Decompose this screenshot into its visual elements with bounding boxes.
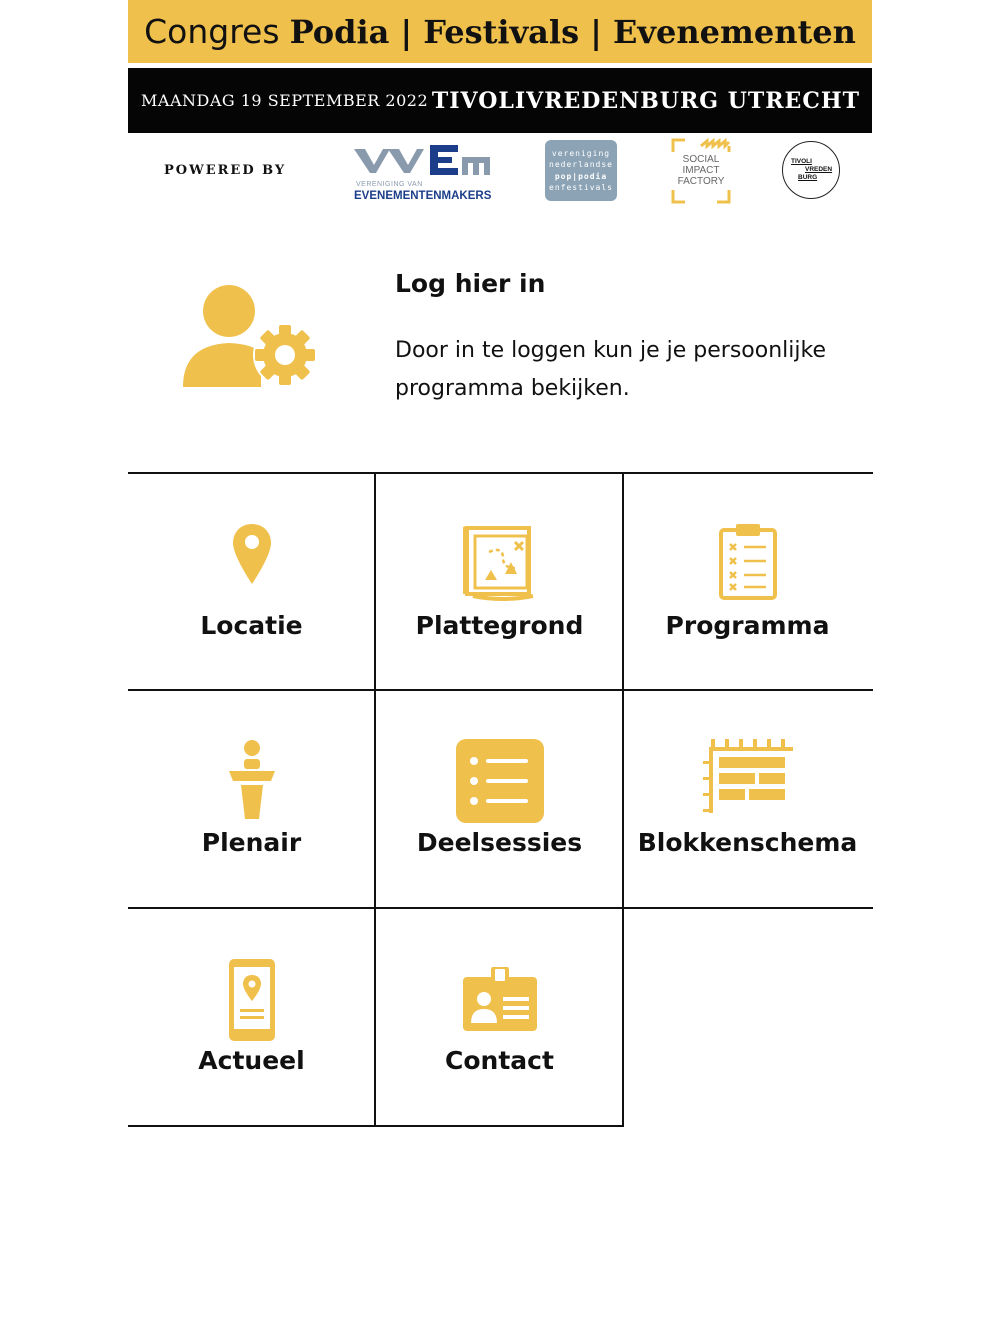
- login-title[interactable]: Log hier in: [395, 269, 546, 298]
- menu-label: Blokkenschema: [637, 828, 858, 857]
- menu-tile-deelsessies[interactable]: [376, 691, 623, 908]
- vvem-logo[interactable]: [354, 143, 496, 205]
- podium-icon: [227, 739, 277, 823]
- menu-tile-blokkenschema[interactable]: [624, 691, 871, 908]
- menu-tile-plattegrond[interactable]: [376, 474, 623, 691]
- powered-by-label: POWERED BY: [164, 163, 287, 178]
- login-section[interactable]: [128, 213, 872, 473]
- menu-tile-locatie[interactable]: [128, 474, 375, 691]
- menu-label: Deelsessies: [416, 828, 583, 857]
- event-title-bold: Podia | Festivals | Evenementen: [289, 12, 856, 51]
- sponsors-bar: [128, 133, 872, 213]
- tivolivredenburg-logo[interactable]: [782, 141, 840, 199]
- id-card-icon: [463, 967, 537, 1031]
- menu-label: Actueel: [198, 1046, 305, 1075]
- app: [128, 0, 872, 473]
- vnpf-line: enfestivals: [549, 183, 613, 192]
- vnpf-logo[interactable]: [545, 140, 617, 201]
- event-venue: TIVOLIVREDENBURG UTRECHT: [431, 87, 860, 114]
- sif-line: IMPACT: [682, 165, 720, 176]
- tivoli-line: VREDEN: [805, 166, 833, 173]
- menu-label: Contact: [445, 1046, 554, 1075]
- user-settings-icon[interactable]: [181, 283, 321, 398]
- menu-label: Programma: [665, 611, 830, 640]
- event-info-banner: [128, 68, 872, 133]
- login-description: Door in te loggen kun je je persoonlijke programma bekijken.: [395, 338, 826, 401]
- vvem-name: EVENEMENTENMAKERS: [354, 190, 492, 202]
- vnpf-line: nederlandse: [549, 160, 613, 169]
- vnpf-line: pop|podia: [554, 171, 608, 181]
- list-icon: [456, 739, 544, 823]
- tivoli-line: TIVOLI: [791, 158, 812, 165]
- sif-line: SOCIAL: [682, 154, 720, 165]
- sif-line: FACTORY: [677, 176, 725, 187]
- menu-label: Plenair: [201, 828, 302, 857]
- menu-tile-contact[interactable]: [376, 909, 623, 1126]
- menu-label: Plattegrond: [415, 611, 584, 640]
- menu-tile-actueel[interactable]: [128, 909, 375, 1126]
- schedule-icon: [703, 739, 793, 815]
- phone-location-icon: [227, 957, 277, 1043]
- menu-label: Locatie: [200, 611, 303, 640]
- vvem-subtitle: VERENIGING VAN: [356, 181, 423, 188]
- vvem-mark-icon: [354, 143, 496, 179]
- event-date: MAANDAG 19 SEPTEMBER 2022: [141, 91, 429, 110]
- social-impact-factory-logo[interactable]: [671, 138, 731, 204]
- menu-grid: [128, 472, 874, 1128]
- event-title-light: Congres: [144, 12, 280, 51]
- event-title-banner: [128, 0, 872, 63]
- tivoli-line: BURG: [798, 174, 818, 181]
- menu-tile-plenair[interactable]: [128, 691, 375, 908]
- location-pin-icon: [231, 522, 273, 588]
- menu-tile-programma[interactable]: [624, 474, 871, 691]
- map-icon: [463, 522, 537, 602]
- vnpf-line: vereniging: [551, 148, 611, 158]
- clipboard-icon: [718, 522, 778, 600]
